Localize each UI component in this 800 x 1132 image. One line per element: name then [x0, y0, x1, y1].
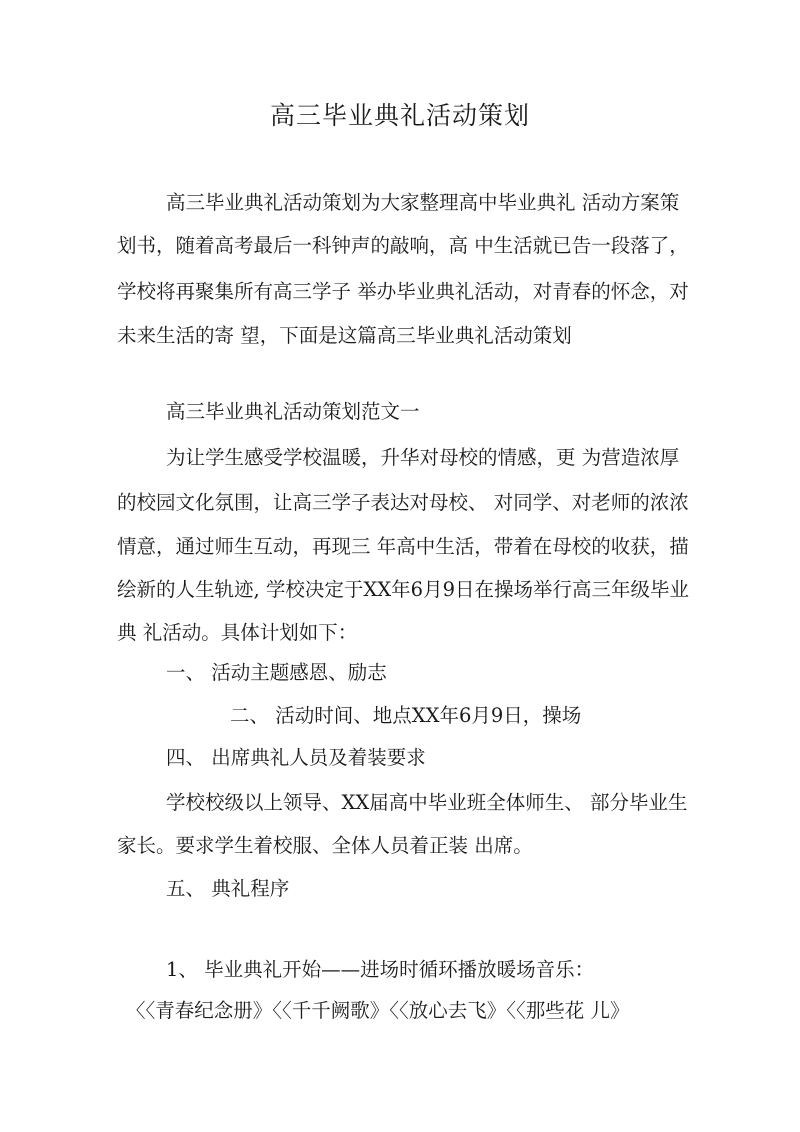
section-heading: 高三毕业典礼活动策划范文一	[166, 400, 420, 423]
attendees-line-2: 家长。要求学生着校服、全体人员着正装 出席。	[117, 834, 533, 857]
program-heading: 五、 典礼程序	[166, 877, 290, 900]
intro-line-1: 高三毕业典礼活动策划为大家整理高中毕业典礼 活动方案策	[166, 191, 680, 214]
document-title: 高三毕业典礼活动策划	[269, 101, 530, 130]
item-theme: 一、 活动主题感恩、励志	[166, 661, 387, 684]
body-line-5: 典 礼活动。具体计划如下：	[117, 621, 358, 644]
item-time-place: 二、 活动时间、地点XX年6月9日，操场	[230, 704, 582, 727]
program-step-1: 1、 毕业典礼开始——进场时循环播放暖场音乐：	[166, 958, 595, 981]
body-line-4: 绘新的人生轨迹, 学校决定于XX年6月9日在操场举行高三年级毕业	[117, 578, 689, 601]
body-line-3: 情意，通过师生互动，再现三 年高中生活，带着在母校的收获，描	[117, 535, 689, 558]
body-line-1: 为让学生感受学校温暖，升华对母校的情感，更 为营造浓厚	[166, 446, 680, 469]
intro-line-4: 未来生活的寄 望，下面是这篇高三毕业典礼活动策划	[117, 324, 572, 347]
body-line-2: 的校园文化氛围，让高三学子表达对母校、 对同学、对老师的浓浓	[117, 491, 689, 514]
intro-line-3: 学校将再聚集所有高三学子 举办毕业典礼活动，对青春的怀念，对	[117, 280, 689, 303]
item-attendees-heading: 四、 出席典礼人员及着装要求	[166, 746, 426, 769]
intro-line-2: 划书，随着高考最后一科钟声的敲响，高 中生活就已告一段落了，	[117, 234, 689, 257]
attendees-line-1: 学校校级以上领导、XX届高中毕业班全体师生、 部分毕业生	[166, 791, 688, 814]
songs-line: 〈〈青春纪念册》〈〈千千阙歌》〈〈放心去飞》〈〈那些花 儿》	[126, 999, 630, 1022]
